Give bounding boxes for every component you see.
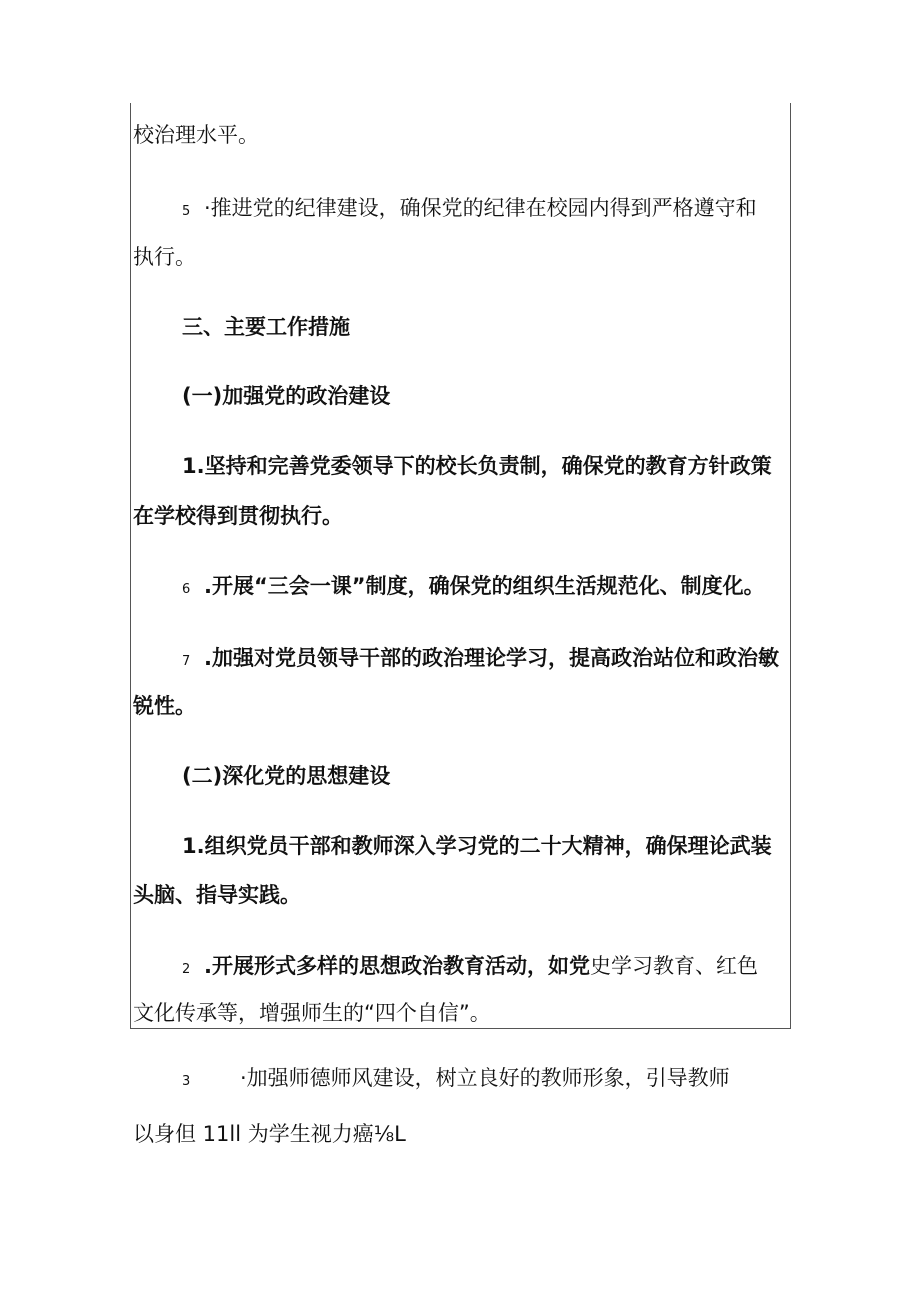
list-item-2: 2 .开展形式多样的思想政治教育活动，如党史学习教育、红色 xyxy=(182,952,758,984)
list-item-5: 5 ·推进党的纪律建设，确保党的纪律在校园内得到严格遵守和 xyxy=(182,194,757,226)
text-line: 锐性。 xyxy=(133,694,196,718)
item-number: 3 xyxy=(182,1074,191,1089)
text-line: 校治理水平。 xyxy=(133,123,259,147)
item-number: 6 xyxy=(182,582,191,597)
list-item-7: 7 .加强对党员领导干部的政治理论学习，提高政治站位和政治敏 xyxy=(182,644,779,676)
text-line: 执行。 xyxy=(133,245,196,269)
subsection-heading: (一)加强党的政治建设 xyxy=(182,384,391,408)
subsection-heading: (二)深化党的思想建设 xyxy=(182,764,391,788)
list-item-6: 6 .开展“三会一课”制度，确保党的组织生活规范化、制度化。 xyxy=(182,572,765,604)
item-number: 5 xyxy=(182,204,191,219)
text-line: 头脑、指导实践。 xyxy=(133,883,301,907)
list-item-1: 1.组织党员干部和教师深入学习党的二十大精神，确保理论武装 xyxy=(182,834,772,858)
list-item-1: 1.坚持和完善党委领导下的校长负责制，确保党的教育方针政策 xyxy=(182,454,772,478)
section-heading: 三、主要工作措施 xyxy=(182,315,350,339)
text-line: 以身但 11ll 为学生视力癌⅛L xyxy=(133,1122,406,1146)
text-line: 文化传承等，增强师生的“四个自信”。 xyxy=(133,1001,491,1025)
item-number: 7 xyxy=(182,654,191,669)
text-line: 在学校得到贯彻执行。 xyxy=(133,504,343,528)
item-number: 2 xyxy=(182,962,191,977)
list-item-3: 3 ·加强师德师风建设，树立良好的教师形象，引导教师 xyxy=(182,1064,730,1096)
